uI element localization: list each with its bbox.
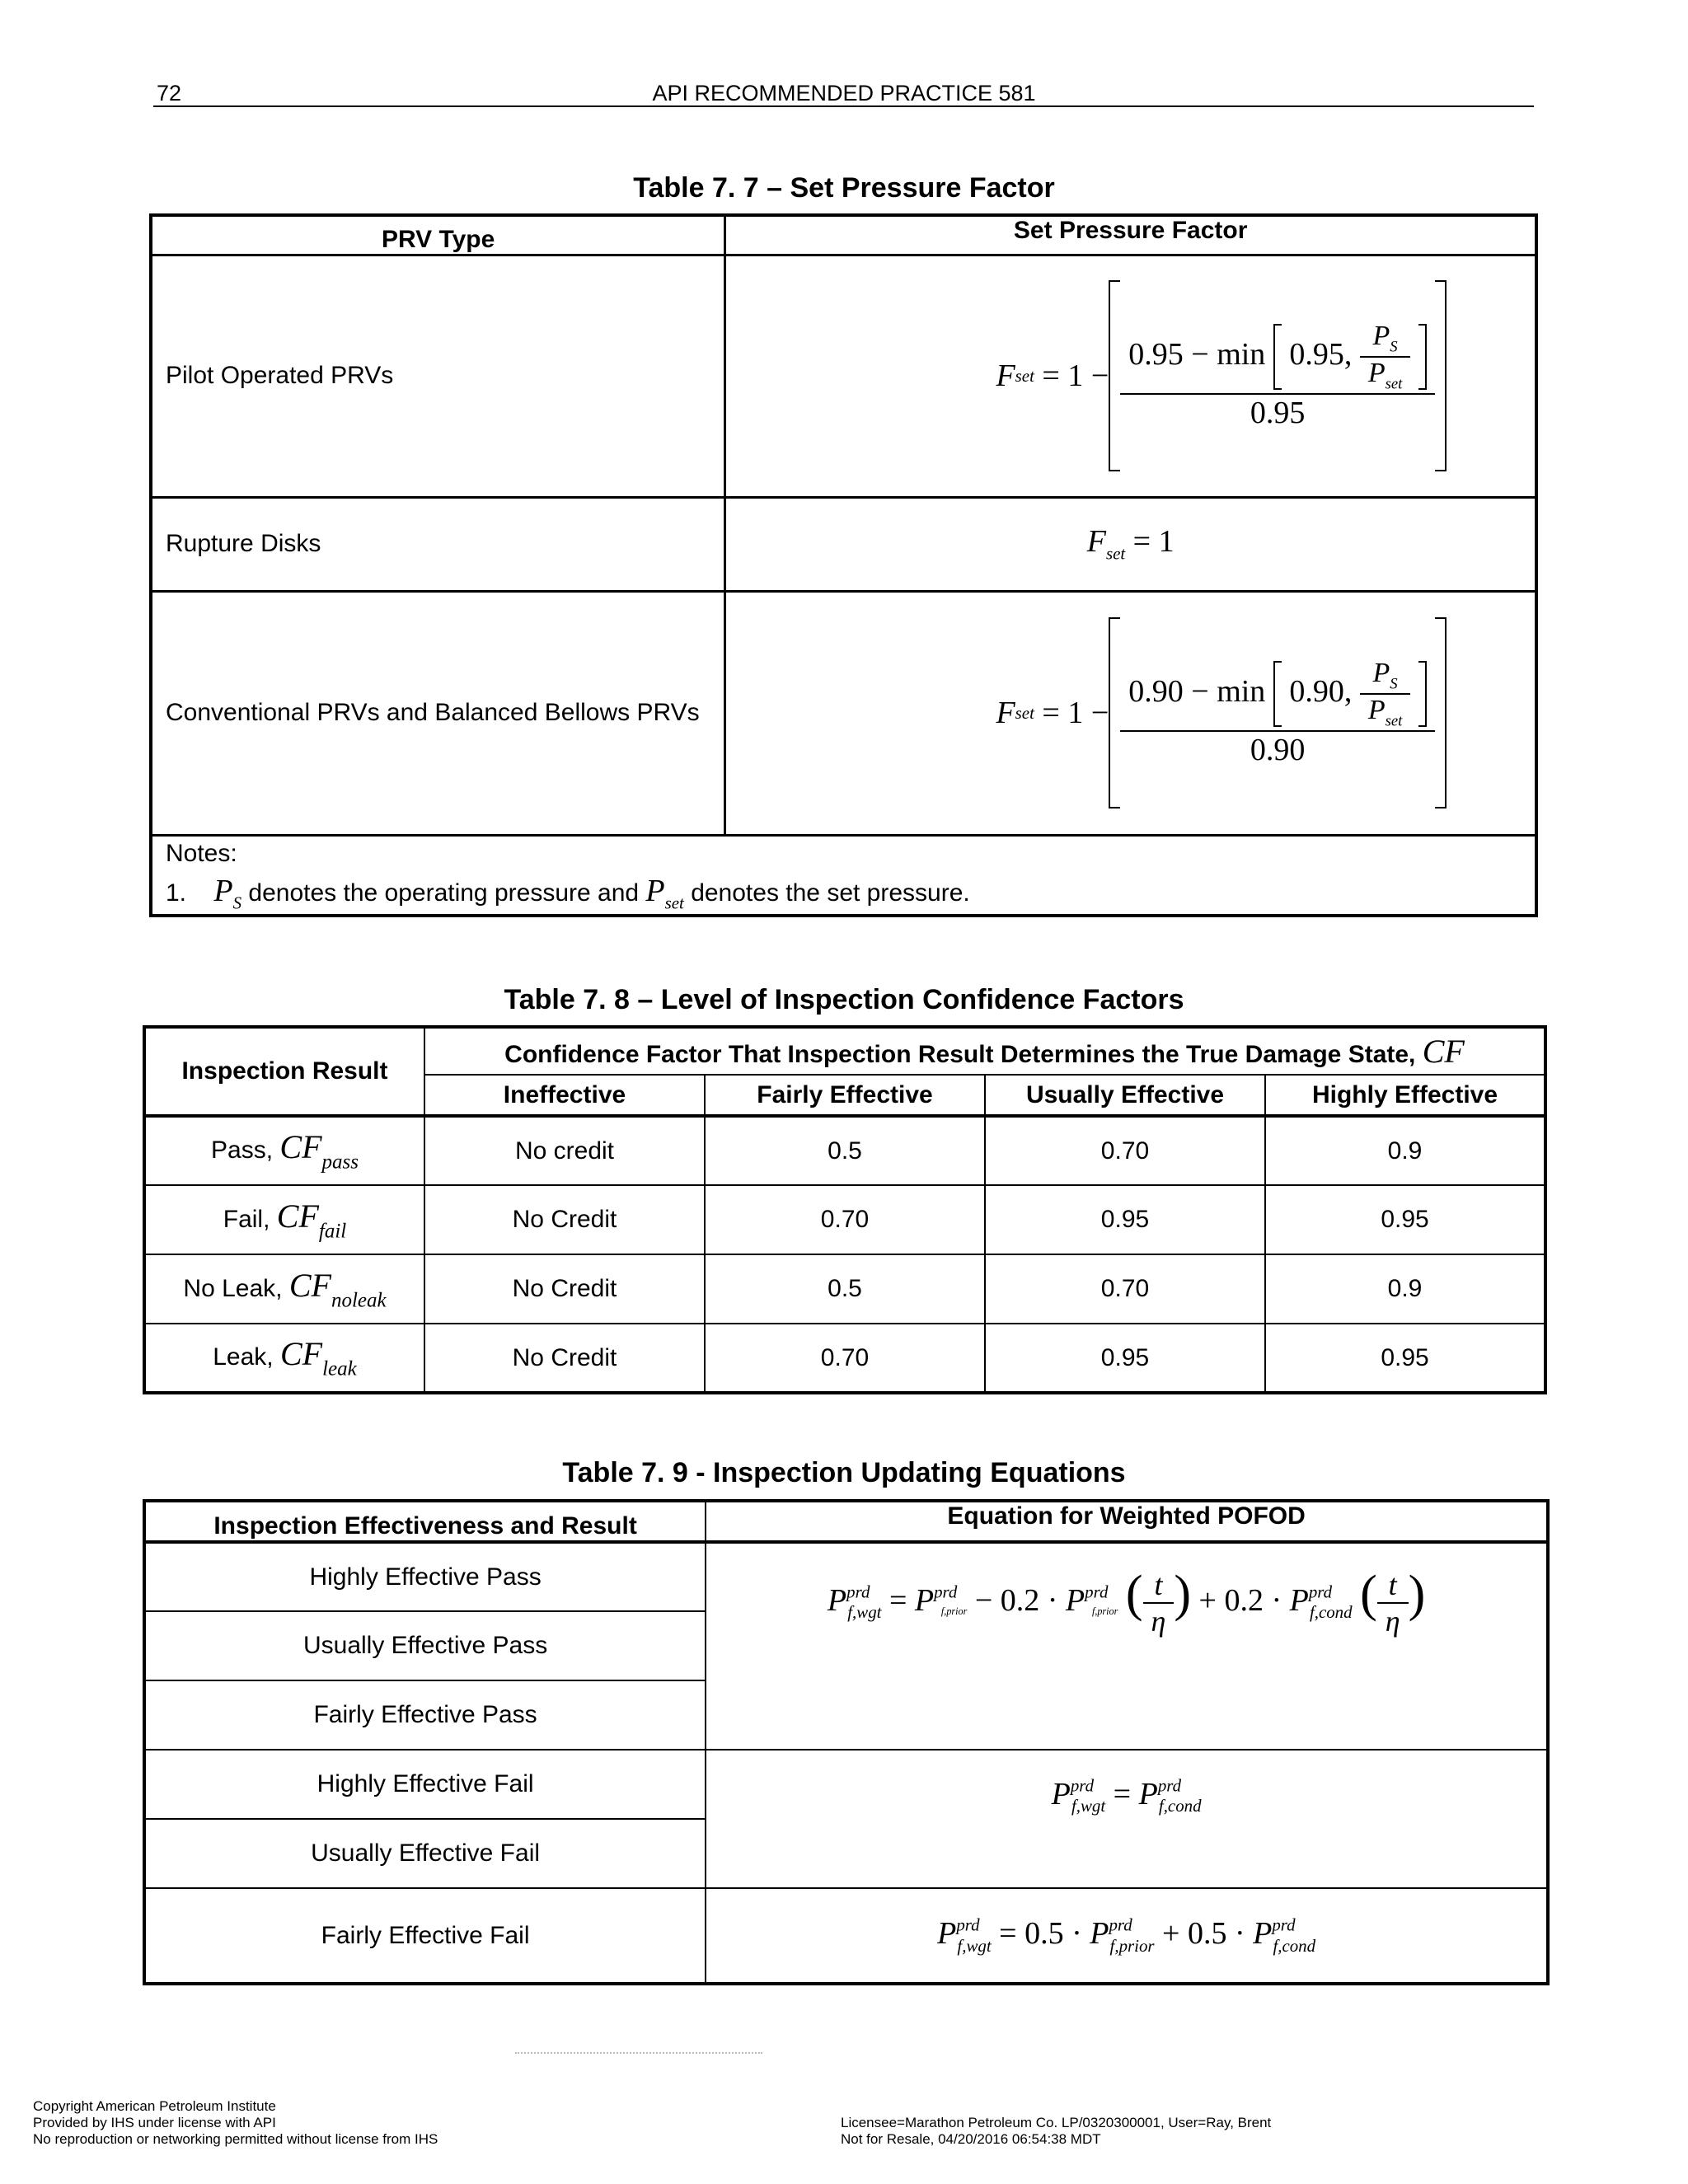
table-row xyxy=(144,1324,1545,1393)
row-fairly-effective-fail: Fairly Effective Fail xyxy=(144,1888,706,1984)
table-cell: 0.70 xyxy=(705,1185,985,1254)
notes-title: Notes: xyxy=(166,839,237,867)
group-header-symbol: CF xyxy=(1422,1033,1465,1070)
row-usually-effective-pass: Usually Effective Pass xyxy=(144,1611,706,1680)
footer-left xyxy=(33,2098,438,2148)
row-label-conventional: Conventional PRVs and Balanced Bellows PRVs xyxy=(151,591,725,835)
equation-pass: $P^{prd}_{f,wgt} = P^{prd}_{f,prior} - 0.2 \cdot P^{prd}_{f,prior}$ ( $\frac{t}{\eta}$ ) + $0.2 \cdot P^{prd}_{f,cond}$ ( $\frac{t}{\eta}$ ) xyxy=(706,1542,1548,1750)
row-label xyxy=(144,1185,424,1254)
row-label-text: No Leak, xyxy=(183,1274,283,1302)
col-header-highly-effective: Highly Effective xyxy=(1265,1075,1545,1116)
row-label xyxy=(144,1116,424,1185)
note-text-a: denotes the operating pressure and xyxy=(248,879,640,907)
table-cell: 0.95 xyxy=(985,1324,1265,1393)
running-header: API RECOMMENDED PRACTICE 581 xyxy=(652,81,1036,105)
inspection-updating-table xyxy=(143,1499,1550,1985)
row-label-text: Pass, xyxy=(211,1137,274,1165)
table-cell: 0.5 xyxy=(705,1254,985,1324)
equation-pilot-operated: F set = 1 − 0.95 − min 0.95, $\frac{P_S}{P_{set}}$ 0.95 xyxy=(725,255,1536,497)
cf-symbol: CF xyxy=(279,1335,323,1373)
table-row xyxy=(144,1185,1545,1254)
footer-reproduction: No reproduction or networking permitted without license from IHS xyxy=(33,2131,438,2147)
table-cell: No Credit xyxy=(424,1185,705,1254)
table-cell: 0.5 xyxy=(705,1116,985,1185)
equation-fairly-fail: $P^{prd}_{f,wgt} = 0.5 \cdot P^{prd}_{f,prior} + 0.5 \cdot P^{prd}_{f,cond}$ xyxy=(706,1888,1548,1984)
table-notes: Notes: 1. $P_S$ denotes the operating pressure and $P_{set}$ denotes the set pressure. xyxy=(151,835,1536,916)
group-header-text: Confidence Factor That Inspection Result Determines the True Damage State, xyxy=(504,1041,1416,1068)
note-text-b: denotes the set pressure. xyxy=(691,879,970,907)
table-cell: 0.70 xyxy=(985,1116,1265,1185)
table-cell: 0.70 xyxy=(705,1324,985,1393)
group-header-confidence xyxy=(424,1027,1545,1075)
coef-pilot-b: 0.95 xyxy=(1289,336,1344,372)
footer-provided: Provided by IHS under license with API xyxy=(33,2115,276,2130)
cf-subscript: leak xyxy=(322,1357,357,1380)
row-header-inspection-result: Inspection Result xyxy=(144,1027,424,1116)
cf-subscript: noleak xyxy=(331,1289,387,1312)
table-cell: 0.9 xyxy=(1265,1116,1545,1185)
table-cell: No Credit xyxy=(424,1254,705,1324)
header-rule xyxy=(153,105,1534,107)
table-7-9-caption: Table 7. 9 - Inspection Updating Equations xyxy=(562,1457,1126,1488)
footer-licensee: Licensee=Marathon Petroleum Co. LP/0320300001, User=Ray, Brent xyxy=(841,2115,1272,2130)
row-label-text: Leak, xyxy=(213,1343,274,1371)
col-header-fairly-effective: Fairly Effective xyxy=(705,1075,985,1116)
equation-rupture-disks: $F_{set} = 1$ xyxy=(725,497,1536,591)
row-highly-effective-fail: Highly Effective Fail xyxy=(144,1750,706,1819)
row-label-pilot-operated: Pilot Operated PRVs xyxy=(151,255,725,497)
table-7-8-caption: Table 7. 8 – Level of Inspection Confidence Factors xyxy=(504,984,1184,1015)
table-cell: 0.95 xyxy=(1265,1324,1545,1393)
cf-symbol: CF xyxy=(288,1266,331,1304)
table-cell: 0.95 xyxy=(985,1185,1265,1254)
scan-artifact xyxy=(515,2052,762,2054)
table-row xyxy=(144,1116,1545,1185)
row-label-rupture-disks: Rupture Disks xyxy=(151,497,725,591)
footer-right xyxy=(841,2115,1271,2148)
page-number: 72 xyxy=(157,81,182,105)
table-cell: 0.9 xyxy=(1265,1254,1545,1324)
note-number: 1. xyxy=(166,879,187,907)
cf-subscript: pass xyxy=(321,1151,359,1174)
col-header-equation: Equation for Weighted POFOD xyxy=(706,1501,1548,1542)
coef-pilot-a: 0.95 xyxy=(1128,336,1184,372)
footer-copyright: Copyright American Petroleum Institute xyxy=(33,2098,276,2114)
col-header-effectiveness: Inspection Effectiveness and Result xyxy=(144,1501,706,1542)
row-usually-effective-fail: Usually Effective Fail xyxy=(144,1819,706,1888)
col-header-ineffective: Ineffective xyxy=(424,1075,705,1116)
cf-symbol: CF xyxy=(279,1128,322,1166)
row-fairly-effective-pass: Fairly Effective Pass xyxy=(144,1680,706,1750)
row-label xyxy=(144,1254,424,1324)
coef-conv-a: 0.90 xyxy=(1128,673,1184,709)
cf-subscript: fail xyxy=(318,1220,347,1243)
coef-conv-b: 0.90 xyxy=(1289,673,1344,709)
row-label-text: Fail, xyxy=(223,1205,270,1233)
table-cell: 0.70 xyxy=(985,1254,1265,1324)
col-header-prv-type: PRV Type xyxy=(151,215,725,255)
coef-pilot-den: 0.95 xyxy=(1250,396,1306,431)
set-pressure-factor-table xyxy=(149,213,1538,917)
table-cell: 0.95 xyxy=(1265,1185,1545,1254)
coef-conv-den: 0.90 xyxy=(1250,733,1306,768)
table-7-7-caption: Table 7. 7 – Set Pressure Factor xyxy=(633,172,1055,204)
col-header-usually-effective: Usually Effective xyxy=(985,1075,1265,1116)
col-header-set-pressure-factor: Set Pressure Factor xyxy=(725,215,1536,255)
table-cell: No Credit xyxy=(424,1324,705,1393)
confidence-factors-table xyxy=(143,1025,1547,1394)
equation-fail: $P^{prd}_{f,wgt} = P^{prd}_{f,cond}$ xyxy=(706,1750,1548,1888)
cf-symbol: CF xyxy=(276,1197,319,1235)
row-label xyxy=(144,1324,424,1393)
footer-not-for-resale: Not for Resale, 04/20/2016 06:54:38 MDT xyxy=(841,2131,1101,2147)
equation-conventional: F set = 1 − 0.90 − min 0.90, $\frac{P_S}{P_{set}}$ 0.90 xyxy=(725,591,1536,835)
table-cell: No credit xyxy=(424,1116,705,1185)
table-row xyxy=(144,1254,1545,1324)
row-highly-effective-pass: Highly Effective Pass xyxy=(144,1542,706,1611)
